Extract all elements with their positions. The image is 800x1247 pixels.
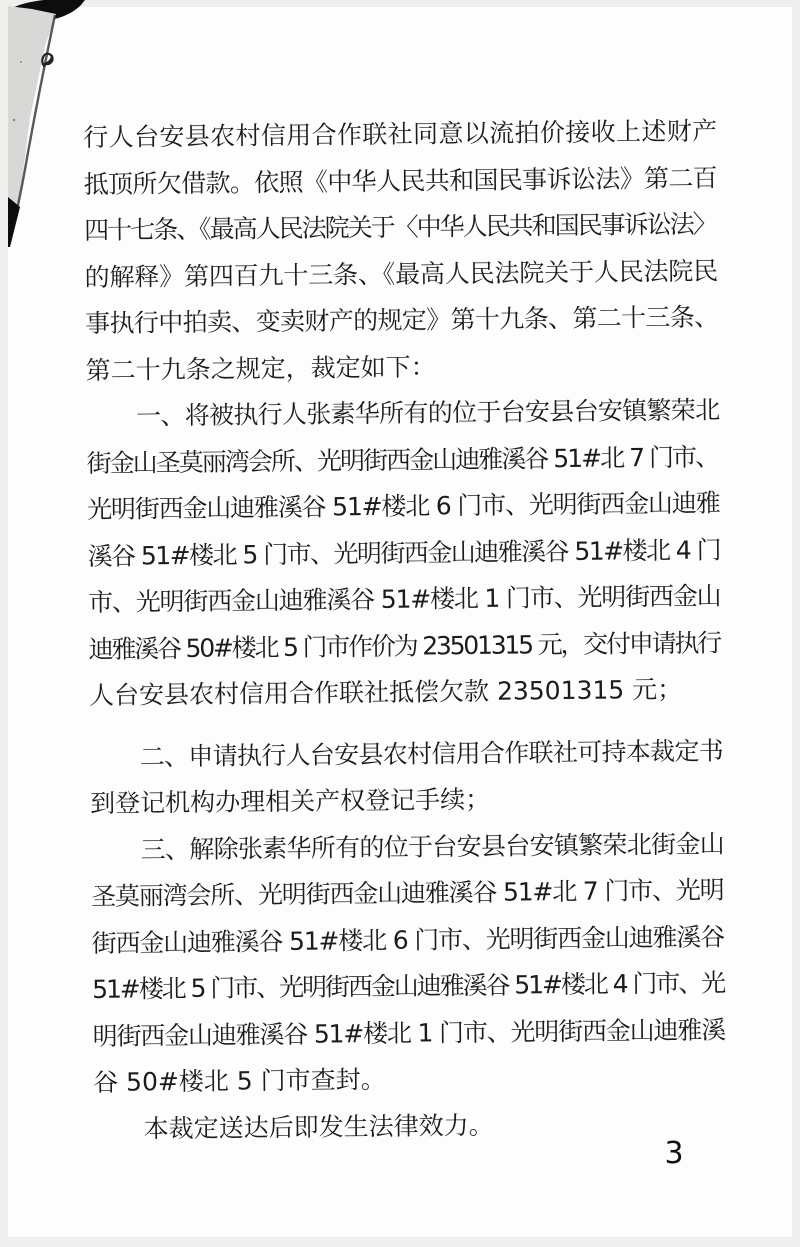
text-line-content: 事执行中拍卖、变卖财产的规定》第十九条、第二十三条、 (85, 302, 719, 338)
text-line (89, 728, 723, 781)
text-line (88, 573, 722, 626)
text-line (90, 774, 724, 827)
text-line (88, 620, 722, 673)
paragraph (86, 387, 723, 719)
text-line (84, 248, 718, 301)
text-line-content: 街西金山迪雅溪谷 51#楼北 6 门市、光明街西金山迪雅溪谷 (91, 921, 725, 958)
text-line-content: 的解释》第四百九十三条、《最高人民法院关于人民法院民 (84, 255, 719, 292)
text-line (89, 666, 723, 719)
text-line (90, 821, 724, 874)
paragraph (90, 821, 727, 1107)
text-line-content: 迪雅溪谷 50#楼北 5 门市作价为 23501315 元，交付申请执行 (88, 627, 721, 664)
text-line (93, 1053, 727, 1106)
text-line (92, 1007, 726, 1060)
page-number: 3 (664, 1136, 684, 1171)
text-line (91, 914, 725, 967)
text-line (85, 294, 719, 347)
text-line (93, 1100, 727, 1153)
text-line-content: 谷 50#楼北 5 门市查封。 (92, 1064, 386, 1097)
text-line-content: 人台安县农村信用合作联社抵偿欠款 23501315 元； (88, 674, 683, 710)
text-line-content: 四十七条、《最高人民法院关于〈中华人民共和国民事诉讼法〉 (84, 209, 716, 245)
text-line-content: 第二十九条之规定，裁定如下： (85, 351, 436, 385)
text-line-content: 溪谷 51#楼北 5 门市、光明街西金山迪雅溪谷 51#楼北 4 门 (87, 534, 721, 571)
text-line (91, 867, 725, 920)
text-line-content: 51#楼北 5 门市、光明街西金山迪雅溪谷 51#楼北 4 门市、光 (92, 968, 725, 1004)
text-line-content: 光明街西金山迪雅溪谷 51#楼北 6 门市、光明街西金山迪雅 (86, 488, 720, 524)
text-line (87, 480, 721, 533)
text-line (83, 108, 717, 161)
text-line-content: 抵顶所欠借款。依照《中华人民共和国民事诉讼法》第二百 (83, 162, 718, 199)
text-line (92, 960, 726, 1013)
text-line (87, 527, 721, 580)
text-line (83, 155, 717, 208)
text-line-content: 一、将被执行人张素华所有的位于台安县台安镇繁荣北 (136, 395, 720, 431)
text-line-content: 市、光明街西金山迪雅溪谷 51#楼北 1 门市、光明街西金山 (87, 581, 721, 617)
text-line (84, 201, 718, 254)
text-line-content: 到登记机构办理相关产权登记手续； (90, 784, 491, 818)
text-line (86, 434, 720, 487)
ruling-text (83, 108, 728, 1153)
text-line (85, 341, 719, 394)
text-line-content: 圣莫丽湾会所、光明街西金山迪雅溪谷 51#北 7 门市、光明 (91, 875, 724, 911)
text-line (86, 387, 720, 440)
text-line-content: 行人台安县农村信用合作联社同意以流拍价接收上述财产 (83, 116, 718, 152)
paragraph (93, 1100, 727, 1153)
text-line-content: 本裁定送达后即发生法律效力。 (143, 1110, 494, 1143)
text-line-content: 二、申请执行人台安县农村信用合作联社可持本裁定书 (139, 735, 724, 771)
text-line-content: 明街西金山迪雅溪谷 51#楼北 1 门市、光明街西金山迪雅溪 (92, 1014, 726, 1051)
paragraph (89, 728, 724, 828)
text-line-content: 街金山圣莫丽湾会所、光明街西金山迪雅溪谷 51#北 7 门市、 (86, 441, 719, 478)
text-line-content: 三、解除张素华所有的位于台安县台安镇繁荣北街金山 (140, 828, 725, 864)
paragraph (83, 108, 720, 394)
